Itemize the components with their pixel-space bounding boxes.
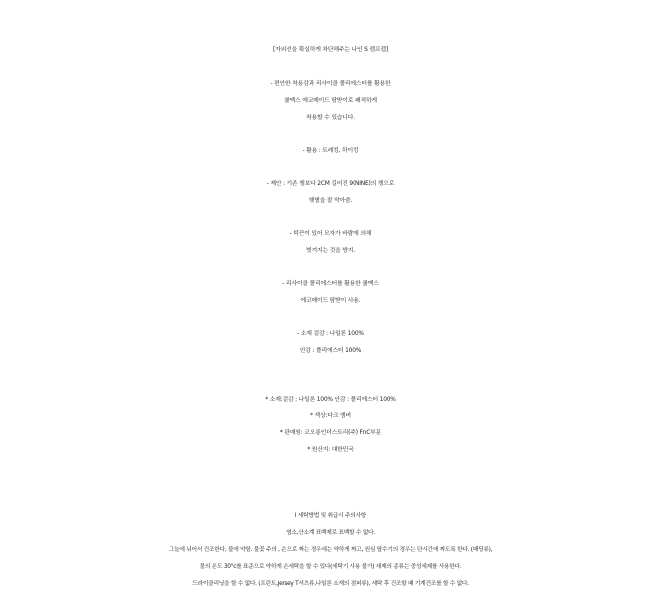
feature-line: 쿨맥스 에코메이드 땀받이로 쾌적하게 [284,98,377,104]
feature-line: 벗겨지는 것을 방지. [306,248,355,254]
material-line: 안감 : 폴리에스터 100% [299,348,362,354]
product-title: [자외선을 확실하게 차단해주는 나인 S 캠프캡] [273,47,388,53]
material-line: - 소재 겉감 : 나일론 100% [297,331,364,337]
care-heading: I 세탁방법 및 취급시 주의사항 [294,513,367,519]
feature-line: 에코메이드 땀받이 사용. [300,298,361,304]
spec-material: * 소재:겉감 : 나일론 100% 안감 : 폴리에스터 100% [265,397,396,403]
care-line: 그늘에 뉘어서 건조한다, 불에 약함. 불꽃 주의 , 손으로 짜는 경우에는 약하게 짜고, 원심 탈수기의 경우는 단시간에 짜도록 한다. (패딩류), [168,547,493,553]
spec-color: * 색상:다크 엠버 [310,413,351,419]
feature-line: - 편안한 착용감과 리사이클 폴리에스터를 활용한 [270,81,391,87]
care-line: 드라이클리닝을 할 수 없다. (프린트,Jersey T셔츠류,나일론 소재의 점퍼류), 세탁 후 건조할 때 기계건조를 할 수 없다. [192,581,469,587]
feature-line: - 턱끈이 있어 모자가 바람에 의해 [289,231,372,237]
usage-line: - 활용 : 트레킹, 하이킹 [302,148,359,154]
spec-origin: * 원산지: 대한민국 [307,447,354,453]
spec-seller: * 판매원: 코오롱인더스트리(주) FnC부문 [279,430,382,436]
care-line: 염소,산소계 표백제로 표백할 수 없다. [286,530,375,536]
feature-line: - 제안 : 기존 챙보다 2CM 길어진 9(NINE)의 챙으로 [266,181,395,187]
feature-line: 착용할 수 있습니다. [306,115,355,121]
feature-line: 햇볕을 잘 막아줌. [308,198,353,204]
care-line: 물의 온도 30°c를 표준으로 약하게 손세탁을 할 수 있다(세탁기 사용 불가) 세제의 종류는 중성세제를 사용한다. [199,564,462,570]
feature-line: - 리사이클 폴리에스터를 활용한 쿨맥스 [282,281,379,287]
